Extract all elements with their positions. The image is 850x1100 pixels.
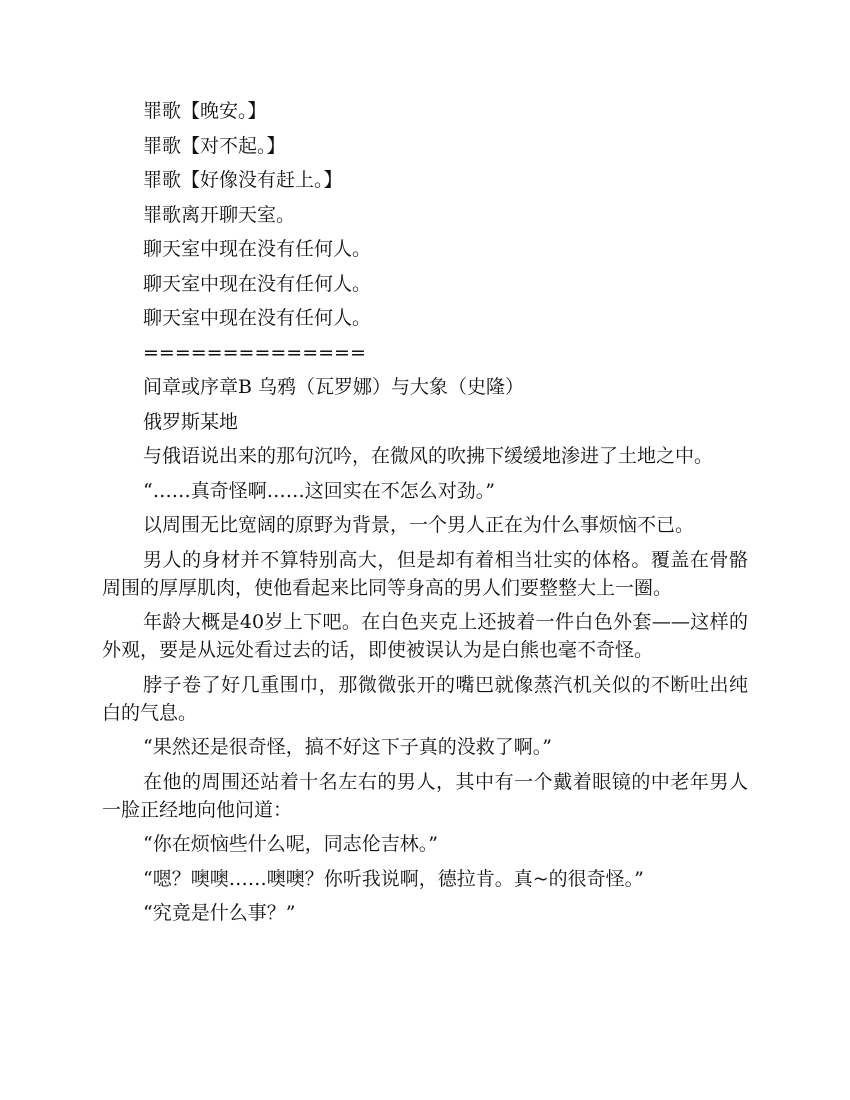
chat-line: 聊天室中现在没有任何人。 [143,272,372,295]
location-line: 俄罗斯某地 [143,410,239,433]
chat-line: 聊天室中现在没有任何人。 [143,238,372,260]
dialogue-paragraph: “究竟是什么事？” [143,902,296,924]
chat-line: 罪歌【对不起。】 [143,134,286,157]
chat-line: 聊天室中现在没有任何人。 [143,307,372,329]
chat-line: 罪歌【好像没有赶上。】 [143,169,343,191]
chapter-title: 间章或序章B 乌鸦（瓦罗娜）与大象（史隆） [143,376,525,398]
chat-line: 罪歌【晚安。】 [143,100,267,122]
body-paragraph: 以周围无比宽阔的原野为背景，一个男人正在为什么事烦恼不已。 [143,514,695,536]
body-paragraph: 与俄语说出来的那句沉吟，在微风的吹拂下缓缓地渗进了土地之中。 [143,445,714,467]
section-separator: ============== [143,341,366,364]
body-paragraph: 年龄大概是40岁上下吧。在白色夹克上还披着一件白色外套——这样的外观，要是从远处看过去的话，即使被误认为是白熊也毫不奇怪。 [102,611,748,661]
body-paragraph: 在他的周围还站着十名左右的男人，其中有一个戴着眼镜的中老年男人一脸正经地向他问道： [102,770,748,821]
document-body [102,97,748,934]
dialogue-paragraph: “果然还是很奇怪，搞不好这下子真的没救了啊。” [143,736,552,758]
body-paragraph: 男人的身材并不算特别高大，但是却有着相当壮实的体格。覆盖在骨骼周围的厚厚肌肉，使他看起来比同等身高的男人们要整整大上一圈。 [102,548,748,599]
dialogue-paragraph: “……真奇怪啊……这回实在不怎么对劲。” [143,479,495,502]
body-paragraph: 脖子卷了好几重围巾，那微微张开的嘴巴就像蒸汽机关似的不断吐出纯白的气息。 [102,673,748,724]
dialogue-paragraph: “你在烦恼些什么呢，同志伦吉林。” [143,833,438,855]
chat-line: 罪歌离开聊天室。 [143,203,296,226]
dialogue-paragraph: “嗯？噢噢……噢噢？你听我说啊，德拉肯。真~的很奇怪。” [143,867,644,890]
